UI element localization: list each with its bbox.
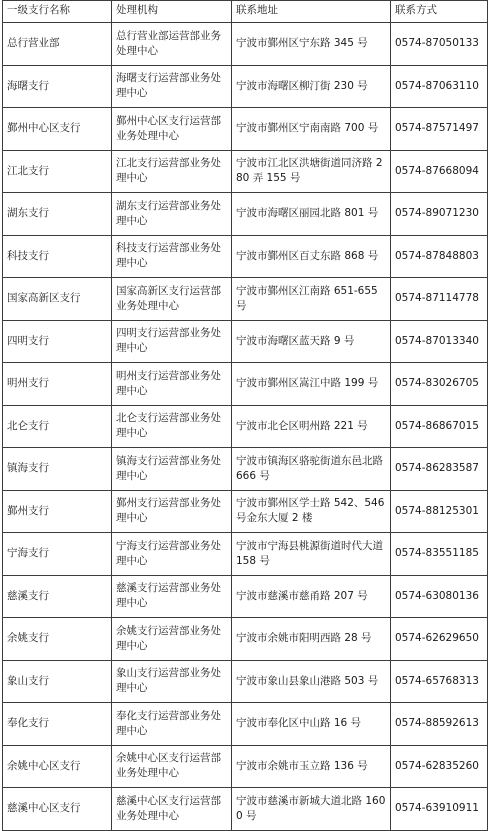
- header-contact-address: 联系地址: [232, 1, 391, 23]
- table-row: [3, 533, 488, 576]
- table-row: [3, 235, 488, 278]
- address-cell: 宁波市奉化区中山路 16 号: [232, 703, 391, 746]
- branch-name-cell: 余姚支行: [3, 618, 112, 661]
- branch-name-cell: 湖东支行: [3, 193, 112, 236]
- processing-office-cell: 海曙支行运营部业务处理中心: [112, 65, 232, 108]
- address-cell: 宁波市慈溪市慈甬路 207 号: [232, 575, 391, 618]
- branch-name-cell: 慈溪中心区支行: [3, 788, 112, 831]
- table-row: [3, 788, 488, 831]
- branch-name-cell: 明州支行: [3, 363, 112, 406]
- phone-cell: 0574-83026705: [391, 363, 488, 406]
- branch-name-cell: 慈溪支行: [3, 575, 112, 618]
- address-cell: 宁波市北仑区明州路 221 号: [232, 405, 391, 448]
- table-row: [3, 745, 488, 788]
- address-cell: 宁波市鄞州区宁南南路 700 号: [232, 108, 391, 151]
- processing-office-cell: 奉化支行运营部业务处理中心: [112, 703, 232, 746]
- branch-name-cell: 北仑支行: [3, 405, 112, 448]
- processing-office-cell: 四明支行运营部业务处理中心: [112, 320, 232, 363]
- processing-office-cell: 明州支行运营部业务处理中心: [112, 363, 232, 406]
- table-row: [3, 448, 488, 491]
- header-branch-name: 一级支行名称: [3, 1, 112, 23]
- phone-cell: 0574-63910911: [391, 788, 488, 831]
- processing-office-cell: 象山支行运营部业务处理中心: [112, 660, 232, 703]
- phone-cell: 0574-86283587: [391, 448, 488, 491]
- processing-office-cell: 宁海支行运营部业务处理中心: [112, 533, 232, 576]
- address-cell: 宁波市鄞州区百丈东路 868 号: [232, 235, 391, 278]
- branch-name-cell: 海曙支行: [3, 65, 112, 108]
- phone-cell: 0574-87668094: [391, 150, 488, 193]
- table-row: [3, 363, 488, 406]
- table-row: [3, 575, 488, 618]
- table-row: [3, 193, 488, 236]
- processing-office-cell: 慈溪中心区支行运营部业务处理中心: [112, 788, 232, 831]
- address-cell: 宁波市海曙区蓝天路 9 号: [232, 320, 391, 363]
- branch-name-cell: 象山支行: [3, 660, 112, 703]
- table-row: [3, 278, 488, 321]
- branch-name-cell: 江北支行: [3, 150, 112, 193]
- processing-office-cell: 北仑支行运营部业务处理中心: [112, 405, 232, 448]
- table-row: [3, 703, 488, 746]
- processing-office-cell: 江北支行运营部业务处理中心: [112, 150, 232, 193]
- branch-name-cell: 四明支行: [3, 320, 112, 363]
- table-row: [3, 320, 488, 363]
- address-cell: 宁波市宁海县桃源街道时代大道 158 号: [232, 533, 391, 576]
- processing-office-cell: 镇海支行运营部业务处理中心: [112, 448, 232, 491]
- processing-office-cell: 鄞州支行运营部业务处理中心: [112, 490, 232, 533]
- processing-office-cell: 湖东支行运营部业务处理中心: [112, 193, 232, 236]
- processing-office-cell: 余姚中心区支行运营部业务处理中心: [112, 745, 232, 788]
- phone-cell: 0574-87013340: [391, 320, 488, 363]
- table-row: [3, 490, 488, 533]
- table-row: [3, 108, 488, 151]
- processing-office-cell: 鄞州中心区支行运营部业务处理中心: [112, 108, 232, 151]
- phone-cell: 0574-63080136: [391, 575, 488, 618]
- phone-cell: 0574-87114778: [391, 278, 488, 321]
- address-cell: 宁波市余姚市玉立路 136 号: [232, 745, 391, 788]
- branch-name-cell: 奉化支行: [3, 703, 112, 746]
- processing-office-cell: 慈溪支行运营部业务处理中心: [112, 575, 232, 618]
- phone-cell: 0574-65768313: [391, 660, 488, 703]
- branch-name-cell: 鄞州支行: [3, 490, 112, 533]
- phone-cell: 0574-62629650: [391, 618, 488, 661]
- table-row: [3, 618, 488, 661]
- address-cell: 宁波市余姚市阳明西路 28 号: [232, 618, 391, 661]
- branch-name-cell: 镇海支行: [3, 448, 112, 491]
- processing-office-cell: 余姚支行运营部业务处理中心: [112, 618, 232, 661]
- phone-cell: 0574-62835260: [391, 745, 488, 788]
- table-row: [3, 150, 488, 193]
- address-cell: 宁波市海曙区柳汀街 230 号: [232, 65, 391, 108]
- branch-contact-table: [2, 0, 488, 831]
- header-contact-phone: 联系方式: [391, 1, 488, 23]
- address-cell: 宁波市江北区洪塘街道同济路 280 弄 155 号: [232, 150, 391, 193]
- phone-cell: 0574-87571497: [391, 108, 488, 151]
- phone-cell: 0574-87848803: [391, 235, 488, 278]
- table-row: [3, 405, 488, 448]
- phone-cell: 0574-86867015: [391, 405, 488, 448]
- phone-cell: 0574-87063110: [391, 65, 488, 108]
- branch-name-cell: 国家高新区支行: [3, 278, 112, 321]
- phone-cell: 0574-87050133: [391, 23, 488, 66]
- processing-office-cell: 国家高新区支行运营部业务处理中心: [112, 278, 232, 321]
- table-row: [3, 65, 488, 108]
- processing-office-cell: 总行营业部运营部业务处理中心: [112, 23, 232, 66]
- branch-name-cell: 总行营业部: [3, 23, 112, 66]
- address-cell: 宁波市鄞州区江南路 651-655 号: [232, 278, 391, 321]
- branch-name-cell: 鄞州中心区支行: [3, 108, 112, 151]
- table-header: [3, 1, 488, 23]
- branch-name-cell: 科技支行: [3, 235, 112, 278]
- table-body: [3, 23, 488, 831]
- address-cell: 宁波市镇海区骆驼街道东邑北路 666 号: [232, 448, 391, 491]
- branch-name-cell: 余姚中心区支行: [3, 745, 112, 788]
- address-cell: 宁波市鄞州区学士路 542、546 号金东大厦 2 楼: [232, 490, 391, 533]
- address-cell: 宁波市象山县象山港路 503 号: [232, 660, 391, 703]
- address-cell: 宁波市海曙区丽园北路 801 号: [232, 193, 391, 236]
- phone-cell: 0574-89071230: [391, 193, 488, 236]
- table-row: [3, 660, 488, 703]
- branch-name-cell: 宁海支行: [3, 533, 112, 576]
- address-cell: 宁波市慈溪市新城大道北路 1600 号: [232, 788, 391, 831]
- processing-office-cell: 科技支行运营部业务处理中心: [112, 235, 232, 278]
- table-row: [3, 23, 488, 66]
- phone-cell: 0574-88125301: [391, 490, 488, 533]
- phone-cell: 0574-88592613: [391, 703, 488, 746]
- phone-cell: 0574-83551185: [391, 533, 488, 576]
- header-row: [3, 1, 488, 23]
- address-cell: 宁波市鄞州区宁东路 345 号: [232, 23, 391, 66]
- address-cell: 宁波市鄞州区嵩江中路 199 号: [232, 363, 391, 406]
- header-processing-office: 处理机构: [112, 1, 232, 23]
